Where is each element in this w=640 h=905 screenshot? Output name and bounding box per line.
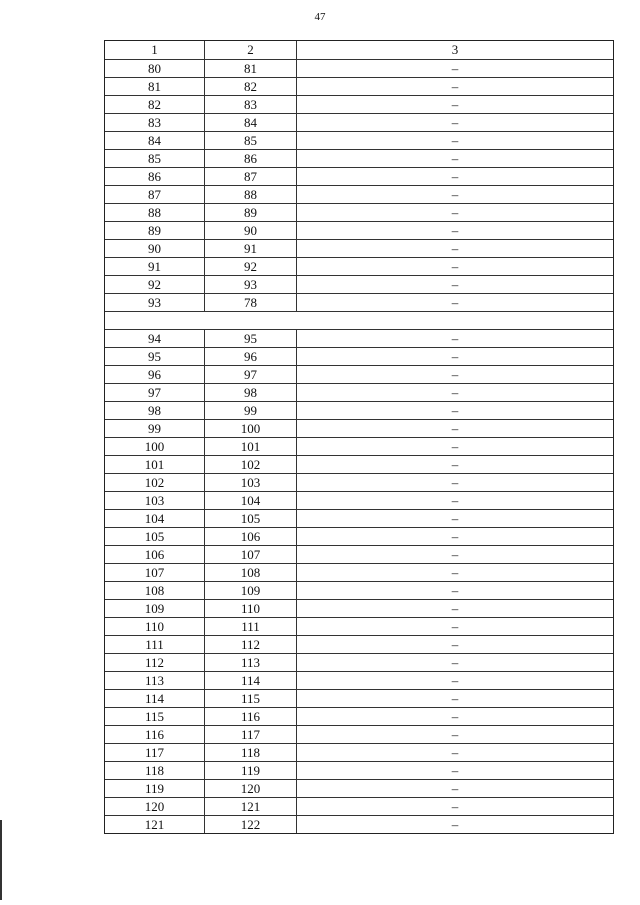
table-group-separator (105, 311, 613, 329)
table-cell-col2: 83 (205, 96, 297, 113)
table-cell-col3: – (451, 295, 459, 310)
table-cell-col1: 86 (105, 168, 205, 185)
table-cell-col3: – (451, 673, 459, 688)
table-row (105, 563, 613, 581)
table-row (105, 797, 613, 815)
table-cell-col3: – (451, 817, 459, 832)
table-cell-col1: 82 (105, 96, 205, 113)
table-cell-col2: 103 (205, 474, 297, 491)
table-row (105, 149, 613, 167)
table-cell-col1: 101 (105, 456, 205, 473)
table-cell-col2: 122 (205, 816, 297, 833)
table-cell-col3: – (451, 151, 459, 166)
table-row (105, 689, 613, 707)
table-cell-col2: 120 (205, 780, 297, 797)
table-row (105, 509, 613, 527)
table-cell-col2: 114 (205, 672, 297, 689)
table-cell-col1: 116 (105, 726, 205, 743)
table-cell-col2: 116 (205, 708, 297, 725)
table-cell-col2: 102 (205, 456, 297, 473)
table-row (105, 473, 613, 491)
table-cell-col1: 106 (105, 546, 205, 563)
table-cell-col3: – (451, 565, 459, 580)
column-header-1: 1 (105, 41, 205, 59)
table-cell-col2: 115 (205, 690, 297, 707)
table-cell-col3: – (451, 187, 459, 202)
table-row (105, 419, 613, 437)
table-cell-col3: – (451, 205, 459, 220)
table-row (105, 257, 613, 275)
table-cell-col2: 106 (205, 528, 297, 545)
table-cell-col3: – (451, 115, 459, 130)
table-cell-col2: 96 (205, 348, 297, 365)
table-cell-col2: 87 (205, 168, 297, 185)
table-row (105, 293, 613, 311)
table-row (105, 671, 613, 689)
table-cell-col3: – (451, 223, 459, 238)
table-cell-col1: 92 (105, 276, 205, 293)
table-cell-col2: 78 (205, 294, 297, 311)
table-cell-col3: – (451, 241, 459, 256)
table-cell-col2: 121 (205, 798, 297, 815)
table-cell-col1: 114 (105, 690, 205, 707)
table-row (105, 95, 613, 113)
table-row (105, 383, 613, 401)
table-row (105, 59, 613, 77)
table-cell-col2: 81 (205, 60, 297, 77)
table-row (105, 185, 613, 203)
table-cell-col2: 85 (205, 132, 297, 149)
table-cell-col3: – (451, 169, 459, 184)
table-cell-col3: – (451, 349, 459, 364)
table-cell-col3: – (451, 799, 459, 814)
table-cell-col3: – (451, 133, 459, 148)
table-cell-col2: 86 (205, 150, 297, 167)
table-cell-col1: 87 (105, 186, 205, 203)
table-row (105, 527, 613, 545)
table-cell-col1: 97 (105, 384, 205, 401)
table-cell-col2: 107 (205, 546, 297, 563)
table-cell-col3: – (451, 385, 459, 400)
table-cell-col1: 84 (105, 132, 205, 149)
table-cell-col2: 98 (205, 384, 297, 401)
table-cell-col3: – (451, 619, 459, 634)
table-row (105, 239, 613, 257)
table-cell-col3: – (451, 781, 459, 796)
table-cell-col1: 118 (105, 762, 205, 779)
table-row (105, 329, 613, 347)
table-cell-col3: – (451, 709, 459, 724)
table-cell-col2: 97 (205, 366, 297, 383)
table-cell-col3: – (451, 583, 459, 598)
table-cell-col1: 104 (105, 510, 205, 527)
column-header-3: 3 (451, 42, 459, 57)
table-cell-col2: 84 (205, 114, 297, 131)
table-cell-col1: 90 (105, 240, 205, 257)
table-row (105, 581, 613, 599)
table-row (105, 779, 613, 797)
table-cell-col1: 91 (105, 258, 205, 275)
table-row (105, 743, 613, 761)
table-cell-col2: 117 (205, 726, 297, 743)
table-cell-col2: 88 (205, 186, 297, 203)
table-cell-col3: – (451, 637, 459, 652)
table-cell-col2: 109 (205, 582, 297, 599)
table-row (105, 617, 613, 635)
table-cell-col2: 108 (205, 564, 297, 581)
table-cell-col2: 95 (205, 330, 297, 347)
table-row (105, 491, 613, 509)
table-row (105, 77, 613, 95)
table-row (105, 761, 613, 779)
table-cell-col3: – (451, 277, 459, 292)
table-row (105, 203, 613, 221)
page-number: 47 (314, 11, 326, 23)
table-row (105, 167, 613, 185)
table-cell-col2: 92 (205, 258, 297, 275)
table-cell-col1: 103 (105, 492, 205, 509)
table-row (105, 725, 613, 743)
table-cell-col2: 101 (205, 438, 297, 455)
table-cell-col2: 110 (205, 600, 297, 617)
table-row (105, 545, 613, 563)
table-cell-col3: – (451, 421, 459, 436)
table-cell-col1: 83 (105, 114, 205, 131)
table-cell-col1: 96 (105, 366, 205, 383)
table-cell-col3: – (451, 529, 459, 544)
table-row (105, 401, 613, 419)
table-cell-col3: – (451, 367, 459, 382)
data-table (104, 40, 614, 834)
table-cell-col3: – (451, 547, 459, 562)
table-cell-col3: – (451, 79, 459, 94)
table-cell-col1: 93 (105, 294, 205, 311)
table-row (105, 347, 613, 365)
table-cell-col3: – (451, 457, 459, 472)
table-cell-col2: 111 (205, 618, 297, 635)
table-cell-col2: 82 (205, 78, 297, 95)
table-cell-col1: 100 (105, 438, 205, 455)
table-cell-col3: – (451, 745, 459, 760)
table-row (105, 221, 613, 239)
table-cell-col3: – (451, 331, 459, 346)
table-cell-col1: 88 (105, 204, 205, 221)
table-cell-col1: 80 (105, 60, 205, 77)
table-cell-col2: 113 (205, 654, 297, 671)
table-row (105, 815, 613, 833)
table-cell-col1: 81 (105, 78, 205, 95)
table-cell-col3: – (451, 403, 459, 418)
table-cell-col1: 99 (105, 420, 205, 437)
table-cell-col3: – (451, 475, 459, 490)
table-cell-col1: 89 (105, 222, 205, 239)
table-row (105, 437, 613, 455)
table-cell-col3: – (451, 259, 459, 274)
table-cell-col1: 120 (105, 798, 205, 815)
table-cell-col2: 118 (205, 744, 297, 761)
table-cell-col1: 109 (105, 600, 205, 617)
table-cell-col3: – (451, 763, 459, 778)
table-group-2 (105, 329, 613, 833)
table-cell-col2: 105 (205, 510, 297, 527)
table-row (105, 455, 613, 473)
table-cell-col3: – (451, 601, 459, 616)
table-header-row (105, 41, 613, 59)
table-cell-col2: 119 (205, 762, 297, 779)
table-row (105, 653, 613, 671)
table-row (105, 365, 613, 383)
table-row (105, 599, 613, 617)
table-cell-col1: 105 (105, 528, 205, 545)
table-cell-col2: 90 (205, 222, 297, 239)
table-row (105, 275, 613, 293)
table-cell-col3: – (451, 61, 459, 76)
table-row (105, 707, 613, 725)
table-cell-col2: 93 (205, 276, 297, 293)
table-cell-col2: 104 (205, 492, 297, 509)
table-cell-col2: 89 (205, 204, 297, 221)
table-cell-col1: 119 (105, 780, 205, 797)
table-cell-col3: – (451, 727, 459, 742)
table-cell-col1: 113 (105, 672, 205, 689)
table-cell-col1: 108 (105, 582, 205, 599)
table-cell-col1: 110 (105, 618, 205, 635)
table-cell-col3: – (451, 655, 459, 670)
scan-edge-mark (0, 820, 2, 900)
column-header-2: 2 (205, 41, 297, 59)
table-cell-col1: 115 (105, 708, 205, 725)
table-cell-col1: 121 (105, 816, 205, 833)
table-cell-col3: – (451, 439, 459, 454)
table-row (105, 635, 613, 653)
table-cell-col1: 94 (105, 330, 205, 347)
table-cell-col1: 111 (105, 636, 205, 653)
table-cell-col1: 98 (105, 402, 205, 419)
table-row (105, 113, 613, 131)
table-row (105, 131, 613, 149)
table-cell-col3: – (451, 97, 459, 112)
table-cell-col2: 91 (205, 240, 297, 257)
table-cell-col3: – (451, 691, 459, 706)
table-cell-col3: – (451, 493, 459, 508)
table-cell-col1: 102 (105, 474, 205, 491)
table-cell-col2: 112 (205, 636, 297, 653)
table-cell-col1: 95 (105, 348, 205, 365)
table-cell-col1: 117 (105, 744, 205, 761)
table-group-1 (105, 59, 613, 311)
table-cell-col3: – (451, 511, 459, 526)
table-cell-col2: 99 (205, 402, 297, 419)
table-cell-col1: 85 (105, 150, 205, 167)
table-cell-col2: 100 (205, 420, 297, 437)
table-cell-col1: 112 (105, 654, 205, 671)
table-cell-col1: 107 (105, 564, 205, 581)
